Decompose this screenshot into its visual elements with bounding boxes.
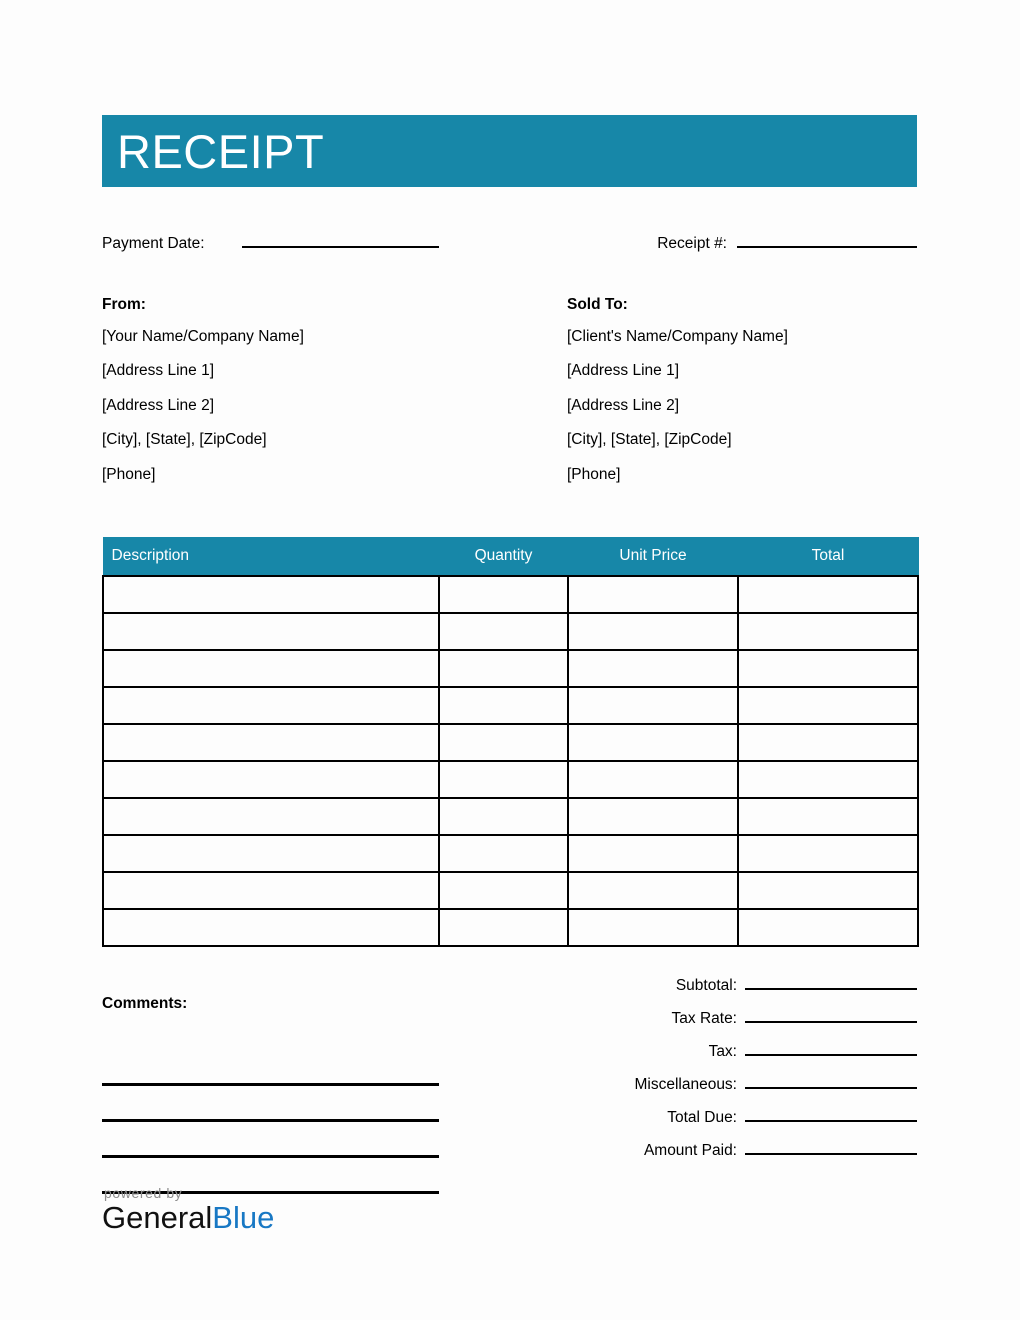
cell-total[interactable] <box>738 761 918 798</box>
cell-quantity[interactable] <box>439 687 568 724</box>
tax-input[interactable] <box>745 1029 917 1056</box>
amount-paid-label: Amount Paid: <box>643 1142 737 1159</box>
table-row <box>103 872 918 909</box>
sold-to-line-2[interactable]: [Address Line 1] <box>567 362 680 379</box>
sold-to-line-5[interactable]: [Phone] <box>567 465 621 483</box>
payment-date-label: Payment Date: <box>102 235 205 252</box>
miscellaneous-label: Miscellaneous: <box>634 1076 737 1093</box>
from-heading: From: <box>102 296 146 313</box>
cell-total[interactable] <box>738 576 918 613</box>
cell-quantity[interactable] <box>439 909 568 946</box>
table-row <box>103 909 918 946</box>
cell-total[interactable] <box>738 798 918 835</box>
cell-description[interactable] <box>103 576 439 613</box>
cell-description[interactable] <box>103 909 439 946</box>
cell-quantity[interactable] <box>439 724 568 761</box>
from-line-5[interactable]: [Phone] <box>102 465 156 483</box>
totals-row-total-due <box>537 1095 917 1128</box>
cell-description[interactable] <box>103 798 439 835</box>
cell-unit-price[interactable] <box>568 576 738 613</box>
items-table-header-row <box>103 538 918 576</box>
totals-row-tax <box>537 1029 917 1062</box>
column-header-description: Description <box>103 538 439 576</box>
cell-description[interactable] <box>103 687 439 724</box>
cell-description[interactable] <box>103 724 439 761</box>
column-header-total: Total <box>738 538 918 576</box>
receipt-number-field <box>537 226 917 254</box>
comments-lines <box>102 1050 439 1194</box>
comment-line-2[interactable] <box>102 1086 439 1122</box>
header-banner <box>102 115 917 187</box>
sold-to-block <box>567 297 967 501</box>
miscellaneous-input[interactable] <box>745 1062 917 1089</box>
cell-description[interactable] <box>103 613 439 650</box>
items-table <box>102 537 919 947</box>
cell-quantity[interactable] <box>439 798 568 835</box>
totals-row-amount-paid <box>537 1128 917 1161</box>
cell-quantity[interactable] <box>439 761 568 798</box>
cell-description[interactable] <box>103 650 439 687</box>
sold-to-line-1[interactable]: [Client's Name/Company Name] <box>567 327 788 345</box>
column-header-unit-price: Unit Price <box>568 538 738 576</box>
comments-section <box>102 996 439 1194</box>
cell-total[interactable] <box>738 687 918 724</box>
cell-quantity[interactable] <box>439 576 568 613</box>
comments-label: Comments: <box>102 995 188 1012</box>
cell-unit-price[interactable] <box>568 798 738 835</box>
payment-date-field <box>102 226 439 254</box>
table-row <box>103 761 918 798</box>
sold-to-line-3[interactable]: [Address Line 2] <box>567 396 680 414</box>
cell-quantity[interactable] <box>439 835 568 872</box>
from-block <box>102 297 502 501</box>
cell-unit-price[interactable] <box>568 613 738 650</box>
payment-date-input[interactable] <box>242 226 439 248</box>
cell-unit-price[interactable] <box>568 724 738 761</box>
cell-total[interactable] <box>738 724 918 761</box>
brand-general-text: General <box>102 1200 213 1235</box>
cell-unit-price[interactable] <box>568 909 738 946</box>
cell-total[interactable] <box>738 613 918 650</box>
cell-total[interactable] <box>738 872 918 909</box>
from-line-1[interactable]: [Your Name/Company Name] <box>102 327 304 345</box>
totals-section <box>537 963 917 1161</box>
totals-row-miscellaneous <box>537 1062 917 1095</box>
table-row <box>103 650 918 687</box>
tax-rate-label: Tax Rate: <box>671 1010 737 1027</box>
cell-unit-price[interactable] <box>568 872 738 909</box>
generalblue-logo <box>102 1186 274 1233</box>
cell-unit-price[interactable] <box>568 687 738 724</box>
meta-row <box>102 226 917 254</box>
powered-by-label: powered by <box>104 1185 183 1201</box>
subtotal-label: Subtotal: <box>675 977 737 994</box>
cell-description[interactable] <box>103 835 439 872</box>
cell-quantity[interactable] <box>439 650 568 687</box>
cell-unit-price[interactable] <box>568 761 738 798</box>
amount-paid-input[interactable] <box>745 1128 917 1155</box>
table-row <box>103 576 918 613</box>
cell-quantity[interactable] <box>439 613 568 650</box>
from-line-4[interactable]: [City], [State], [ZipCode] <box>102 431 267 448</box>
brand-wordmark <box>102 1202 274 1233</box>
cell-total[interactable] <box>738 909 918 946</box>
cell-unit-price[interactable] <box>568 835 738 872</box>
cell-description[interactable] <box>103 761 439 798</box>
totals-row-subtotal <box>537 963 917 996</box>
receipt-number-label: Receipt #: <box>657 235 727 252</box>
table-row <box>103 835 918 872</box>
page-title: RECEIPT <box>117 124 325 178</box>
table-row <box>103 687 918 724</box>
totals-row-tax-rate <box>537 996 917 1029</box>
subtotal-input[interactable] <box>745 963 917 990</box>
brand-blue-text: Blue <box>212 1200 275 1235</box>
cell-quantity[interactable] <box>439 872 568 909</box>
tax-label: Tax: <box>708 1043 737 1060</box>
total-due-label: Total Due: <box>667 1109 737 1126</box>
table-row <box>103 724 918 761</box>
tax-rate-input[interactable] <box>745 996 917 1023</box>
table-row <box>103 798 918 835</box>
comment-line-3[interactable] <box>102 1122 439 1158</box>
receipt-number-input[interactable] <box>737 226 917 248</box>
column-header-quantity: Quantity <box>439 538 568 576</box>
cell-unit-price[interactable] <box>568 650 738 687</box>
from-line-2[interactable]: [Address Line 1] <box>102 362 215 379</box>
sold-to-line-4[interactable]: [City], [State], [ZipCode] <box>567 431 732 448</box>
comment-line-1[interactable] <box>102 1050 439 1086</box>
cell-total[interactable] <box>738 650 918 687</box>
cell-description[interactable] <box>103 872 439 909</box>
table-row <box>103 613 918 650</box>
from-line-3[interactable]: [Address Line 2] <box>102 396 215 414</box>
sold-to-heading: Sold To: <box>567 296 628 313</box>
total-due-input[interactable] <box>745 1095 917 1122</box>
cell-total[interactable] <box>738 835 918 872</box>
